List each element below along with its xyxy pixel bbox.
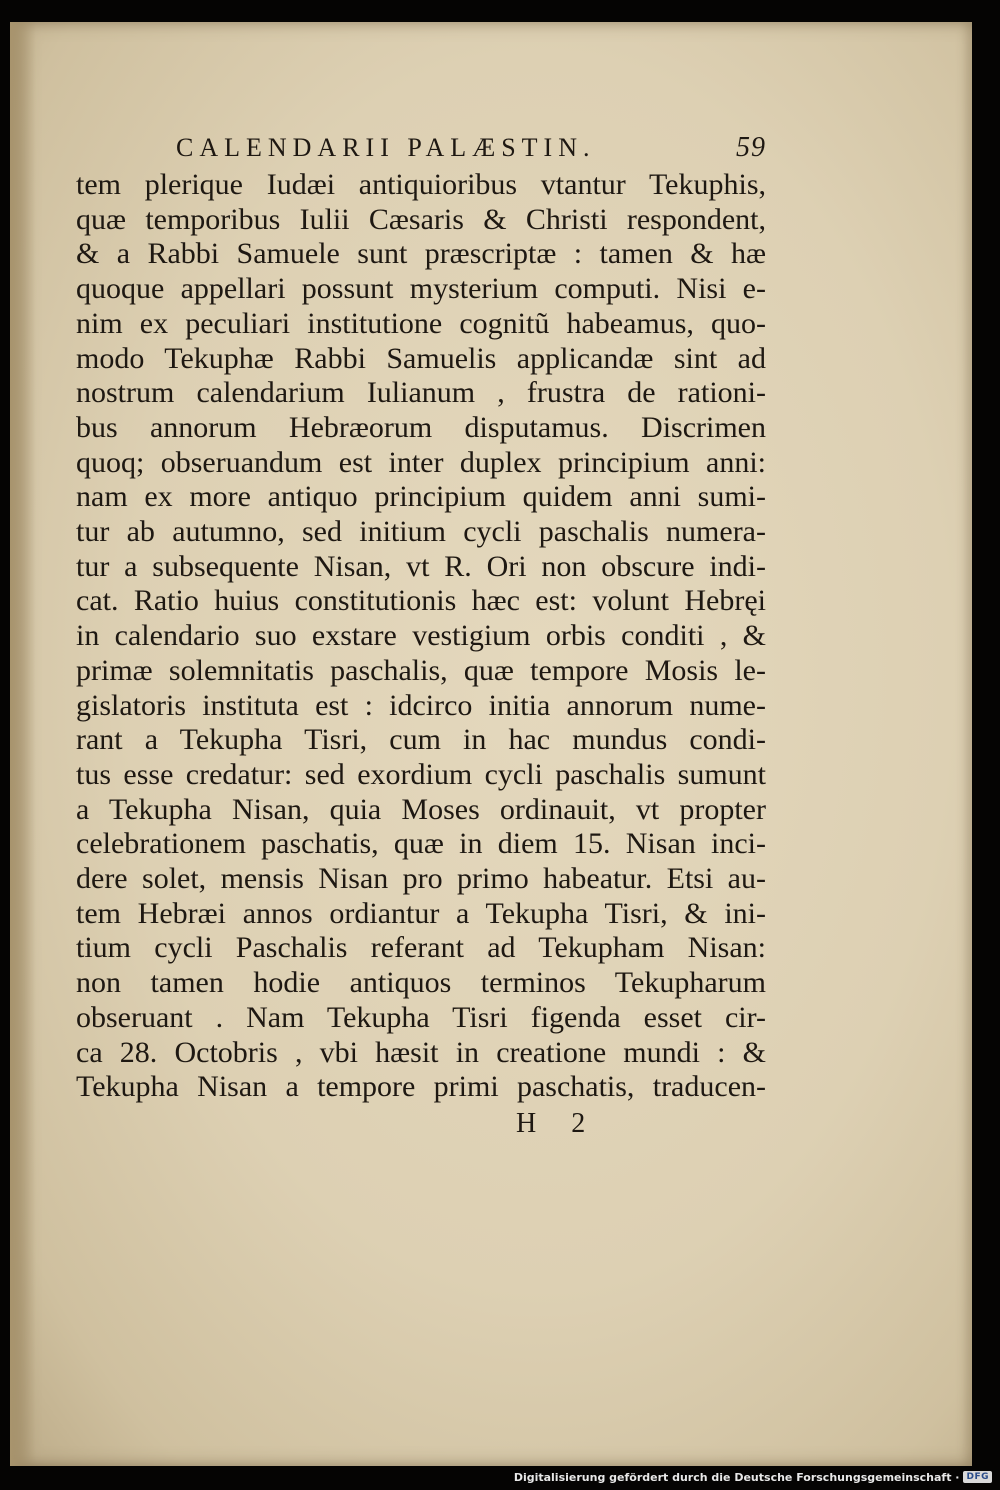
signature-mark: H 2 — [516, 1107, 600, 1139]
text-line: tur ab autumno, sed initium cycli paschalis numera- — [76, 515, 766, 549]
text-line: nim ex peculiari institutione cognitũ habeamus, quo- — [76, 306, 766, 340]
text-line: a Tekupha Nisan, quia Moses ordinauit, vt propter — [76, 792, 766, 826]
text-line: gislatoris instituta est : idcirco initia annorum nume- — [76, 688, 766, 722]
text-line: Tekupha Nisan a tempore primi paschatis, traducen- — [76, 1070, 766, 1104]
page-gutter-shadow — [10, 22, 36, 1466]
footer-credit — [514, 1468, 992, 1486]
body-text — [76, 168, 766, 1105]
text-block — [76, 128, 766, 1141]
text-line: tem Hebræi annos ordiantur a Tekupha Tisri, & ini- — [76, 896, 766, 930]
text-line: obseruant . Nam Tekupha Tisri figenda esset cir- — [76, 1000, 766, 1034]
text-line: in calendario suo exstare vestigium orbis conditi , & — [76, 619, 766, 653]
text-line: primæ solemnitatis paschalis, quæ tempore Mosis le- — [76, 653, 766, 687]
text-line: quæ temporibus Iulii Cæsaris & Christi respondent, — [76, 202, 766, 236]
text-line: non tamen hodie antiquos terminos Tekupharum — [76, 966, 766, 1000]
running-head — [76, 128, 766, 168]
footer-credit-text: Digitalisierung gefördert durch die Deutsche Forschungsgemeinschaft · — [513, 1470, 960, 1484]
book-page — [10, 22, 972, 1466]
text-line: bus annorum Hebræorum disputamus. Discrimen — [76, 410, 766, 444]
running-head-title: CALENDARII PALÆSTIN. — [176, 133, 596, 162]
text-line: modo Tekuphæ Rabbi Samuelis applicandæ sint ad — [76, 341, 766, 375]
text-line: tus esse credatur: sed exordium cycli paschalis sumunt — [76, 757, 766, 791]
text-line: quoque appellari possunt mysterium computi. Nisi e- — [76, 272, 766, 306]
text-line: cat. Ratio huius constitutionis hæc est: volunt Hebręi — [76, 584, 766, 618]
text-line: & a Rabbi Samuele sunt præscriptæ : tamen & hæ — [76, 237, 766, 271]
text-line: ca 28. Octobris , vbi hæsit in creatione mundi : & — [76, 1035, 766, 1069]
page-number: 59 — [736, 132, 766, 163]
text-line: tium cycli Paschalis referant ad Tekupham Nisan: — [76, 931, 766, 965]
text-line: nostrum calendarium Iulianum , frustra de rationi- — [76, 376, 766, 410]
dfg-logo: DFG — [963, 1471, 992, 1483]
text-line: dere solet, mensis Nisan pro primo habeatur. Etsi au- — [76, 862, 766, 896]
text-line: celebrationem paschatis, quæ in diem 15. Nisan inci- — [76, 827, 766, 861]
text-line: tur a subsequente Nisan, vt R. Ori non obscure indi- — [76, 549, 766, 583]
text-line: nam ex more antiquo principium quidem anni sumi- — [76, 480, 766, 514]
text-line: tem plerique Iudæi antiquioribus vtantur Tekuphis, — [76, 168, 766, 201]
text-line: rant a Tekupha Tisri, cum in hac mundus condi- — [76, 723, 766, 757]
text-line: quoq; obseruandum est inter duplex principium anni: — [76, 445, 766, 479]
